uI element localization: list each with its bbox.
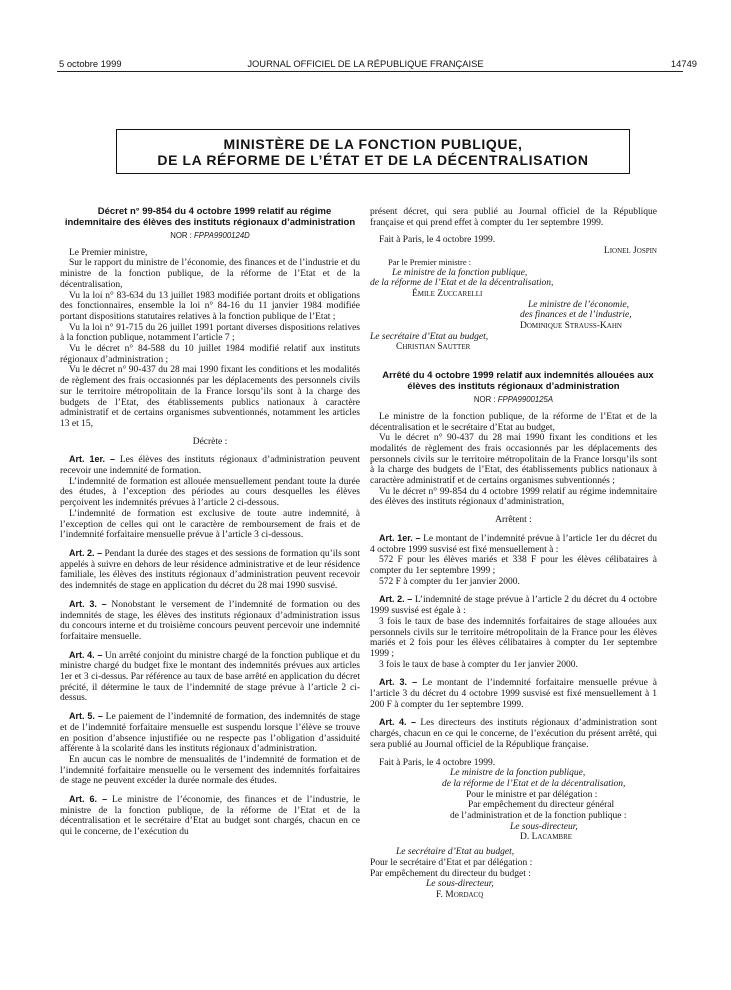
arrete-paragraph: Vu le décret n° 99-854 du 4 octobre 1999 relatif au régime indemnitaire des élèves des instituts régionaux d’administration, [370,486,657,508]
arrete-article-4 [370,717,657,750]
arrete-title: Arrêté du 4 octobre 1999 relatif aux indemnités allouées aux élèves des instituts régionaux d’administration [382,370,654,392]
article-label: Art. 4. – [379,717,416,728]
minister-eco-line-2: des finances et de l’industrie, [520,310,632,321]
arrete-budget-line-2: Pour le secrétaire d’Etat et par délégation : [370,857,533,868]
header-journal-title: JOURNAL OFFICIEL DE LA RÉPUBLIQUE FRANÇAISE [247,58,484,69]
article-text: Le ministre de l’économie, des finances et de l’industrie, le ministre de la fonction publique, de la réforme de l’Etat et de la décentralisation et le secrétaire d’Etat au budget sont chargés, chacun en ce qui le concerne, de l’exécution du [60,795,360,838]
decret-fait: Fait à Paris, le 4 octobre 1999. [379,235,496,246]
ministry-line-2: DE LA RÉFORME DE L’ÉTAT ET DE LA DÉCENTRALISATION [157,152,589,168]
nor-label: NOR : [170,231,192,240]
decret-paragraph: Vu le décret n° 90-437 du 28 mai 1990 fixant les conditions et les modalités de règlement des frais occasionnés par les déplacements des personnels civils sur le territoire métropolitain de la France lorsqu’ils sont à la charge des budgets de l’Etat, des établissements publics nationaux à caractère administratif et de certains organismes subventionnés, notamment les articles 13 et 15, [60,365,360,429]
article-text: Le montant de l’indemnité forfaitaire mensuelle prévue à l’article 3 du décret du 4 octobre 1999 susvisé est fixé mensuellement à 1 200 F à compter du 1er septembre 1999. [370,678,658,710]
arrete-paragraph: 572 F à compter du 1er janvier 2000. [379,576,520,587]
article-label: Art. 1er. – [69,454,115,465]
arrete-delegation-1: Pour le ministre et par délégation : [466,789,598,800]
article-label: Art. 5. – [69,711,103,722]
article-label: Art. 1er. – [379,532,421,543]
decret-paragraph: L’indemnité de formation est exclusive de toute autre indemnité, à l’exception de celles qui ont le caractère de remboursement de frais et de l’indemnité forfaitaire mensuelle prévue à l’article 3 ci-dessous. [60,508,360,541]
arrete-paragraph: 3 fois le taux de base des indemnités forfaitaires de stage allouées aux personnels civils sur le territoire métropolitain de la France pour les élèves mariés et 2 fois pour les élèves célibataires à compter du 1er septembre 1999 ; [370,616,657,659]
article-3 [60,599,360,643]
nor-label: NOR : [473,395,496,405]
article-text: Nonobstant le versement de l’indemnité de formation ou des indemnités de stage, les élèves des instituts régionaux d’administration issus du concours interne et du troisième concours peuvent percevoir une indemnité forfaitaire mensuelle. [60,599,361,642]
arrete-article-2 [370,594,657,616]
right-column [370,207,657,901]
article-text: Le paiement de l’indemnité de formation, des indemnités de stage et de l’indemnité forfaitaire mensuelle est suspendu lorsque l’élève se trouve en position d’absence injustifiée ou ne respecte pas l’obligation d’assiduité afférente à la scolarité dans les instituts régionaux d’administration. [60,712,360,755]
article-text: Pendant la durée des stages et des sessions de formation qu’ils sont appelés à suivre en dehors de leur résidence administrative et de leur résidence familiale, les élèves des instituts régionaux d’administration peuvent recevoir des indemnités de stage en application du décret du 28 mai 1990 susvisé. [60,548,361,592]
decret-paragraph: Le Premier ministre, [69,247,148,258]
article-text: Les élèves des instituts régionaux d’administration peuvent recevoir une indemnité de formation. [60,455,361,477]
minister-fp-line-1: Le ministre de la fonction publique, [392,267,528,278]
arrete-paragraph: 572 F pour les élèves mariés et 338 F pour les élèves célibataires à compter du 1er septembre 1999 ; [370,555,657,576]
article-6 [60,794,360,838]
arrete-paragraph: Le ministre de la fonction publique, de la réforme de l’Etat et de la décentralisation et le secrétaire d’Etat au budget, [370,411,657,433]
decrete-label: Décrète : [192,436,228,447]
decret-continuation: présent décret, qui sera publié au Journal officiel de la République française et qui prend effet à compter du 1er septembre 1999. [370,207,657,228]
arrete-budget-line-1: Le secrétaire d’Etat au budget, [396,847,515,858]
secretary-budget: Le secrétaire d’Etat au budget, [370,331,489,342]
arrete-budget-sous-directeur: Le sous-directeur, [426,879,494,890]
arrete-delegation-2: Par empêchement du directeur général [468,800,615,811]
nor-code: FPPA9900124D [194,231,250,240]
article-label: Art. 3. – [69,598,107,609]
left-column [60,207,360,838]
arrete-budget-line-3: Par empêchement du directeur du budget : [370,868,531,879]
article-text: L’indemnité de stage prévue à l’article 2 du décret du 4 octobre 1999 susvisé est égale à : [370,595,658,617]
decret-paragraph: Vu le décret n° 84-588 du 10 juillet 1984 modifié relatif aux instituts régionaux d’administration ; [60,344,360,365]
decret-nor [60,231,360,242]
arrete-paragraph: Vu le décret n° 90-437 du 28 mai 1990 fixant les conditions et les modalités de règlement des frais occasionnés par les déplacements des personnels civils sur le territoire métropolitain de la France lorsqu’ils sont à la charge des budgets de l’Etat, des établissements publics nationaux à caractère administratif et de certains organismes subventionnés ; [370,433,657,487]
arrete-sous-directeur: Le sous-directeur, [510,821,578,832]
decret-title: Décret n° 99-854 du 4 octobre 1999 relatif au régime indemnitaire des élèves des instituts régionaux d’administration [64,206,356,228]
arrete-delegation-3: de l’administration et de la fonction publique : [450,811,627,822]
ministry-box [116,129,630,174]
header-date: 5 octobre 1999 [59,58,122,69]
minister-eco-line-1: Le ministre de l’économie, [528,299,629,310]
article-text: Un arrêté conjoint du ministre chargé de la fonction publique et du ministre chargé du budget fixe le montant des indemnités prévues aux articles 1er et 3 ci-dessus. Par référence au taux de base arrêté en application du décret précité, il détermine le taux de l’indemnité de stage prévue à l’article 2 ci-dessus. [60,650,361,704]
article-text: Le montant de l’indemnité prévue à l’article 1er du décret du 4 octobre 1999 susvisé est fixé mensuellement à : [370,533,657,555]
arrete-fait: Fait à Paris, le 4 octobre 1999. [379,757,496,768]
nor-code: FPPA9900125A [497,395,554,405]
decret-paragraph: Vu la loi n° 91-715 du 26 juillet 1991 portant diverses dispositions relatives à la fonction publique, notamment l’article 7 ; [60,322,360,344]
header-page-number: 14749 [670,58,697,69]
arrete-article-1 [370,533,657,555]
article-label: Art. 4. – [69,649,103,660]
arrete-article-3 [370,677,657,710]
ministry-line-1: MINISTÈRE DE LA FONCTION PUBLIQUE, [223,136,523,152]
signature-prime-minister: Lionel Jospin [603,246,657,257]
signature-fp: Émile Zuccarelli [412,288,483,299]
par-premier-ministre: Par le Premier ministre : [388,256,472,267]
article-label: Art. 2. – [379,594,413,605]
minister-fp-line-2: de la réforme de l’Etat et de la décentralisation, [370,278,554,289]
article-label: Art. 3. – [379,677,418,688]
arrete-paragraph: 3 fois le taux de base à compter du 1er janvier 2000. [379,659,578,670]
decret-paragraph: Vu la loi n° 83-634 du 13 juillet 1983 modifiée portant droits et obligations des fonctionnaires, ensemble la loi n° 84-16 du 11 janvier 1984 modifiée portant dispositions statutaires relatives à la fonction publique de l’Etat ; [60,290,360,322]
signature-eco: Dominique Strauss-Kahn [520,321,622,332]
signature-mordacq: F. Mordacq [436,889,484,900]
article-1 [60,454,360,476]
signature-lacambre: D. Lacambre [520,832,573,843]
decret-paragraph: Sur le rapport du ministre de l’économie, des finances et de l’industrie et du ministre de la fonction publique, de la réforme de l’Etat et de la décentralisation, [60,258,360,290]
arretent-label: Arrêtent : [495,515,532,526]
decret-paragraph: L’indemnité de formation est allouée mensuellement pendant toute la durée des études, à l’exception des périodes au cours desquelles les élèves perçoivent les indemnités prévues à l’article 2 ci-dessous. [60,476,360,509]
arrete-minister-line-1: Le ministre de la fonction publique, [450,768,586,779]
article-5 [60,711,360,755]
header-rule [57,71,683,72]
decret-paragraph: En aucun cas le nombre de mensualités de l’indemnité de formation et de l’indemnité forfaitaire mensuelle ou le versement des indemnités forfaitaires de stage ne peuvent excéder la durée normale des études. [60,754,360,787]
arrete-minister-line-2: de la réforme de l’Etat et de la décentralisation, [442,778,626,789]
article-label: Art. 2. – [69,547,103,558]
signature-budget: Christian Sautter [396,342,471,353]
article-2 [60,548,360,592]
article-label: Art. 6. – [69,794,108,805]
article-text: Les directeurs des instituts régionaux d’administration sont chargés, chacun en ce qui le concerne, de l’exécution du présent arrêté, qui sera publié au Journal officiel de la République française. [370,718,658,750]
article-4 [60,650,360,705]
arrete-nor [370,395,657,406]
